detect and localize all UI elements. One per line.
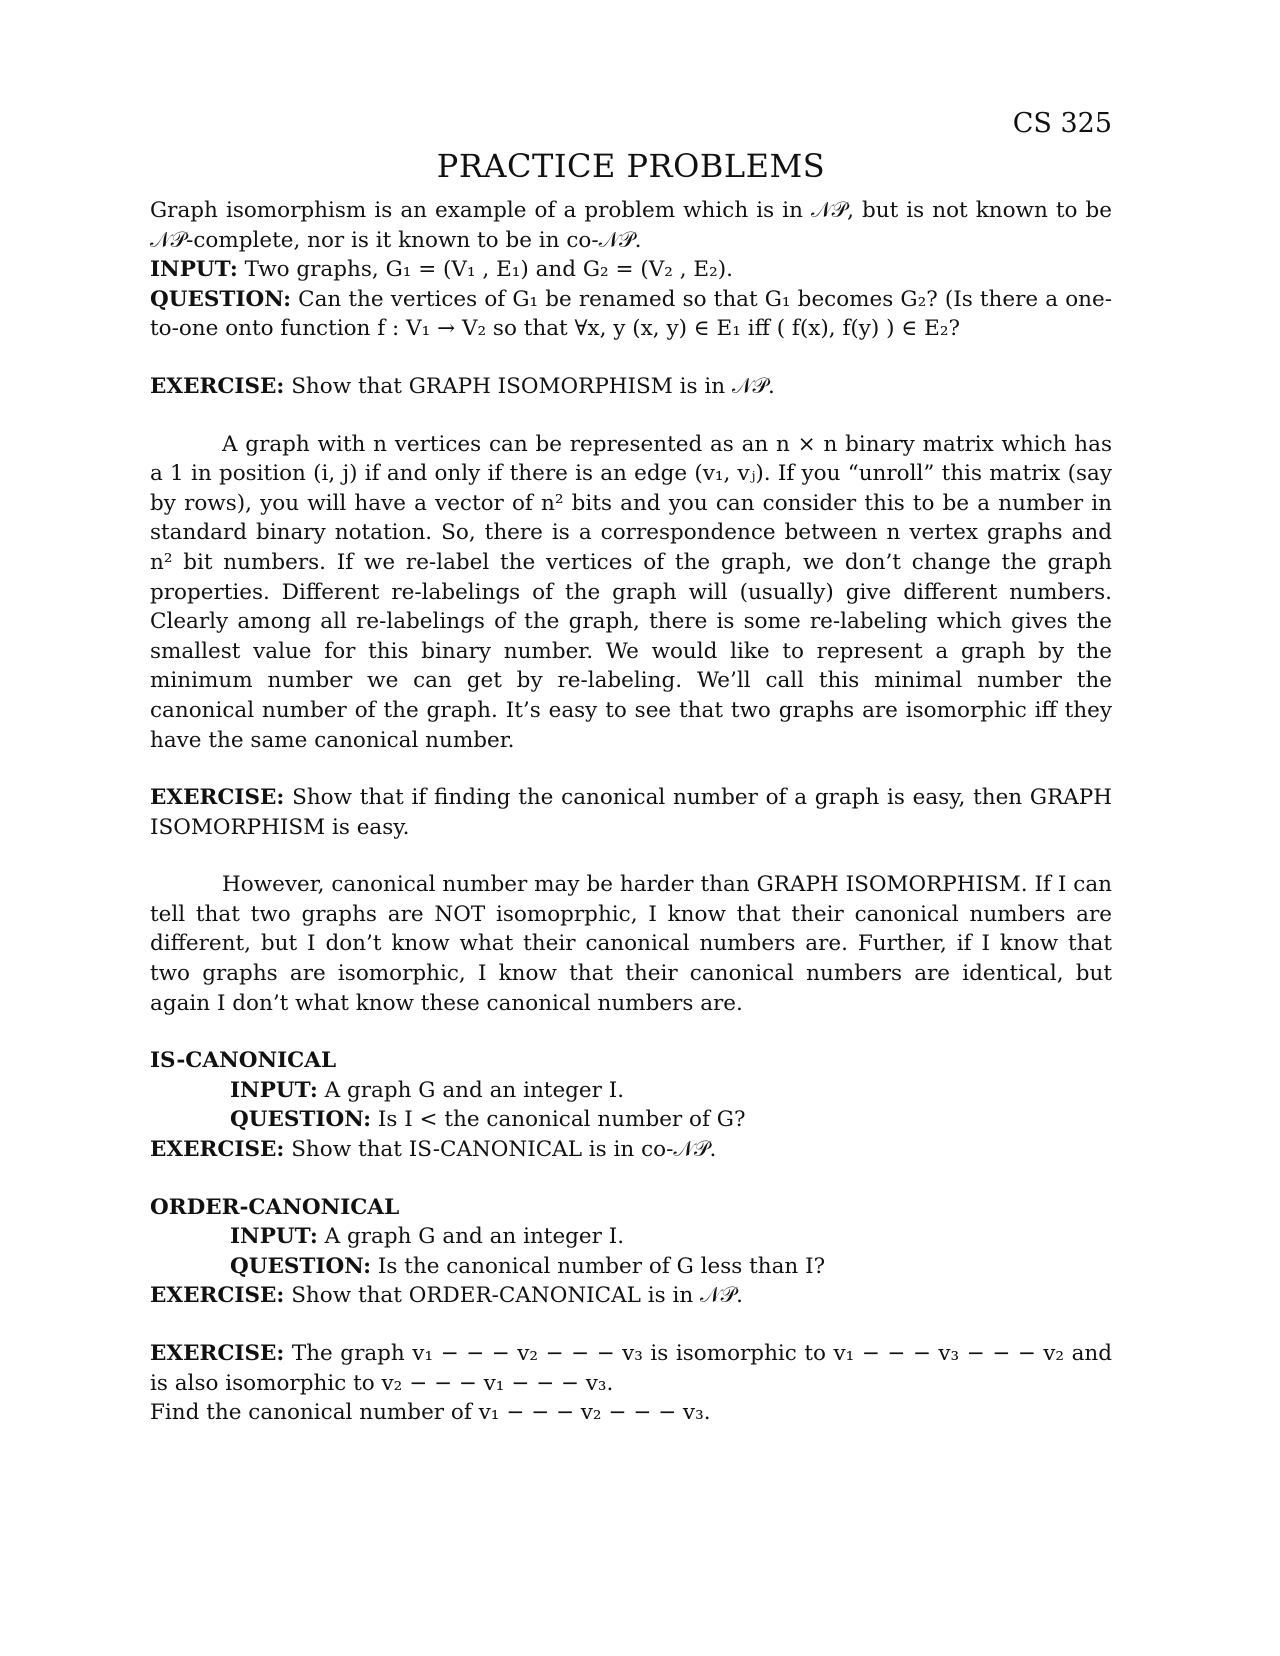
intro-input bbox=[150, 255, 1112, 285]
question-text: Can the vertices of G₁ be renamed so that G₁ becomes G₂? (Is there a one-to-one onto function f : V₁ → V₂ so that ∀x, y (x, y) ∈ E₁ iff ( f(x), f(y) ) ∈ E₂? bbox=[150, 286, 1112, 342]
order-canonical-input: INPUT: A graph G and an integer I. bbox=[230, 1224, 625, 1250]
order-canonical-question: QUESTION: Is the canonical number of G less than I? bbox=[230, 1253, 826, 1279]
spacer bbox=[150, 1018, 1112, 1046]
is-canonical-exercise: EXERCISE: Show that IS-CANONICAL is in co-𝒩𝒫. bbox=[150, 1137, 717, 1163]
course-number: CS 325 bbox=[1012, 108, 1112, 139]
exercise-label: EXERCISE: bbox=[150, 1341, 285, 1366]
input-label: INPUT: bbox=[150, 257, 238, 283]
order-canonical-exercise: EXERCISE: Show that ORDER-CANONICAL is in 𝒩𝒫. bbox=[150, 1283, 743, 1309]
intro-paragraph: Graph isomorphism is an example of a problem which is in 𝒩𝒫, but is not known to be 𝒩𝒫-complete, nor is it known to be in co-𝒩𝒫. bbox=[150, 198, 1112, 253]
spacer bbox=[150, 842, 1112, 870]
spacer bbox=[150, 1311, 1112, 1339]
exercise-label: EXERCISE: bbox=[150, 373, 285, 399]
exercise-canonical-easy bbox=[150, 783, 1112, 842]
input-text: Two graphs, G₁ = (V₁ , E₁) and G₂ = (V₂ , E₂). bbox=[244, 257, 733, 283]
is-canonical-input: INPUT: A graph G and an integer I. bbox=[230, 1077, 625, 1103]
spacer bbox=[150, 755, 1112, 783]
question-label: QUESTION: bbox=[150, 286, 291, 312]
exercise-find-canonical: Find the canonical number of v₁ − − − v₂ − − − v₃. bbox=[150, 1400, 711, 1426]
matrix-paragraph: A graph with n vertices can be represented as an n × n binary matrix which has a 1 in position (i, j) if and only if there is an edge (v₁, vⱼ). If you “unroll” this matrix (say by rows), you will have a vector of n² bits and you can consider this to be a number in standard binary notation. So, there is a correspondence between n vertex graphs and n² bit numbers. If we re-label the vertices of the graph, we don’t change the graph properties. Different re-labelings of the graph will (usually) give different numbers. Clearly among all re-labelings of the graph, there is some re-labeling which gives the smallest value for this binary number. We would like to represent a graph by the minimum number we can get by re-labeling. We’ll call this minimal number the canonical number of the graph. It’s easy to see that two graphs are isomorphic iff they have the same canonical number. bbox=[150, 431, 1112, 753]
exercise-text: Show that if finding the canonical number of a graph is easy, then GRAPH ISOMORPHISM is easy. bbox=[150, 785, 1112, 840]
intro-question bbox=[150, 285, 1112, 344]
exercise-text: Show that GRAPH ISOMORPHISM is in 𝒩𝒫. bbox=[291, 373, 775, 399]
exercise-isomorphic-paths bbox=[150, 1339, 1112, 1398]
exercise-graph-iso-np bbox=[150, 372, 1112, 402]
is-canonical-question: QUESTION: Is I < the canonical number of G? bbox=[230, 1107, 746, 1133]
document-page bbox=[150, 100, 1112, 1428]
is-canonical-heading: IS-CANONICAL bbox=[150, 1048, 337, 1074]
spacer bbox=[150, 402, 1112, 430]
order-canonical-heading: ORDER-CANONICAL bbox=[150, 1194, 400, 1220]
exercise-label: EXERCISE: bbox=[150, 785, 285, 811]
page-title: PRACTICE PROBLEMS bbox=[436, 147, 826, 185]
spacer bbox=[150, 344, 1112, 372]
exercise-text: The graph v₁ − − − v₂ − − − v₃ is isomorphic to v₁ − − − v₃ − − − v₂ and is also isomorphic to v₂ − − − v₁ − − − v₃. bbox=[150, 1341, 1112, 1396]
however-paragraph: However, canonical number may be harder than GRAPH ISOMORPHISM. If I can tell that two graphs are NOT isomoprphic, I know that their canonical numbers are different, but I don’t know what their canonical numbers are. Further, if I know that two graphs are isomorphic, I know that their canonical numbers are identical, but again I don’t what know these canonical numbers are. bbox=[150, 872, 1112, 1016]
spacer bbox=[150, 1165, 1112, 1193]
